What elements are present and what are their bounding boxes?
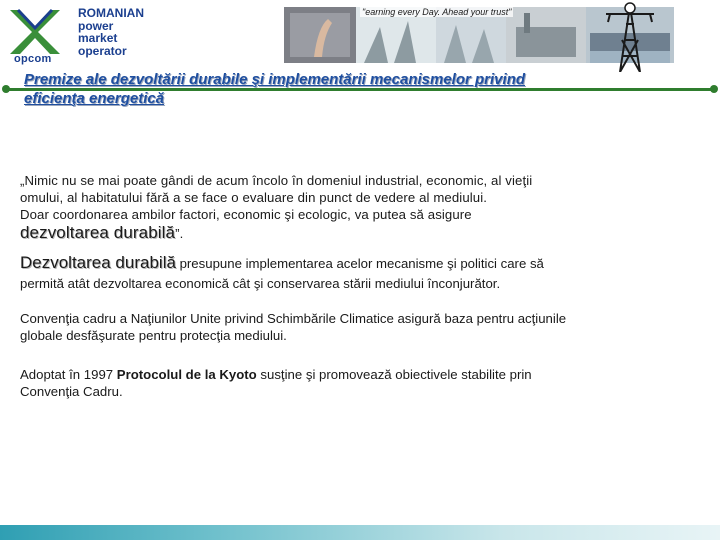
kyoto-emphasis: Protocolul de la Kyoto xyxy=(116,367,257,382)
text-line: permită atât dezvoltarea economică cât şi conservarea stării mediului înconjurător. xyxy=(20,276,501,291)
emphasis-text: Dezvoltarea durabilă xyxy=(20,253,176,272)
text-run: presupune implementarea acelor mecanisme şi politici care să xyxy=(175,256,544,271)
slogan: "earning every Day. Ahead your trust" xyxy=(362,7,512,17)
emphasis-text: dezvoltarea durabilă xyxy=(20,223,176,242)
brand-line: market xyxy=(78,31,118,45)
definition-paragraph xyxy=(20,253,690,292)
text-line xyxy=(20,223,690,243)
text-line: „Nimic nu se mai poate gândi de acum încolo în domeniul industrial, economic, al vieţii xyxy=(20,173,533,188)
slide-header xyxy=(0,0,720,80)
text-line: Convenţia Cadru. xyxy=(20,384,123,399)
footer-bar xyxy=(0,525,720,540)
title-line: Premize ale dezvoltării durabile şi implementării mecanismelor privind xyxy=(24,71,526,88)
text-line xyxy=(20,253,690,273)
slide-title xyxy=(24,70,704,108)
text-line: omului, al habitatului fără a se face o evaluare din punct de vedere al mediului. xyxy=(20,190,488,205)
kyoto-paragraph xyxy=(20,366,690,400)
text-run: Adoptat în 1997 xyxy=(20,367,117,382)
quote-end: ”. xyxy=(175,226,184,241)
brand-line: operator xyxy=(78,43,127,58)
brand-line: ROMANIAN xyxy=(78,6,144,20)
text-run: susţine şi promovează obiectivele stabilite prin xyxy=(256,367,532,382)
slide-body xyxy=(20,172,690,400)
logo-wordmark: opcom xyxy=(14,53,52,65)
text-line: globale desfăşurate pentru protecţia mediului. xyxy=(20,328,287,343)
rule-end-dot xyxy=(2,85,10,93)
brand-name xyxy=(78,7,144,57)
text-line xyxy=(20,366,690,383)
convention-paragraph xyxy=(20,310,690,344)
quote-paragraph xyxy=(20,172,690,243)
rule-end-dot xyxy=(710,85,718,93)
brand-line: power xyxy=(78,18,114,33)
text-line: Convenţia cadru a Naţiunilor Unite privind Schimbările Climatice asigură baza pentru acţiunile xyxy=(20,311,567,326)
power-tower-icon xyxy=(600,0,660,72)
text-line: Doar coordonarea ambilor factori, economic şi ecologic, va putea să asigure xyxy=(20,207,472,222)
title-line: eficienţa energetică xyxy=(24,90,165,107)
